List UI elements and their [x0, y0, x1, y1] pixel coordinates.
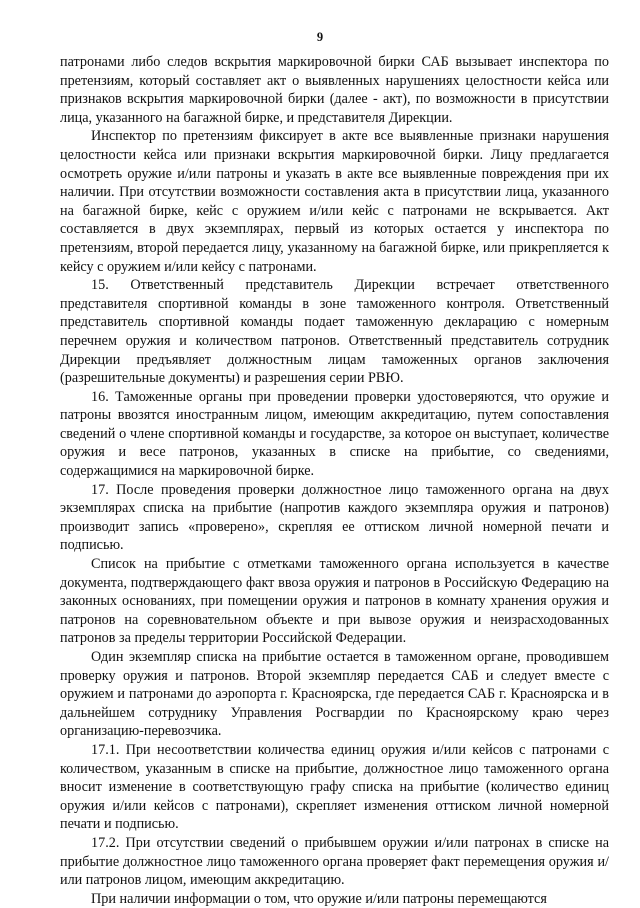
paragraph-clause-17-2: 17.2. При отсутствии сведений о прибывшем оружии и/или патронах в списке на прибытие должностное лицо таможенного органа проверяет факт перемещения оружия и/или патронов лицом, имеющим аккредитацию. [60, 834, 609, 889]
page-number: 9 [316, 30, 324, 44]
paragraph-inspector-claims: Инспектор по претензиям фиксирует в акте все выявленные признаки нарушения целостности кейса или признаки вскрытия маркировочной бирки. Лицу предлагается осмотреть оружие и/или патроны и указать в акте все выявленные повреждения при их наличии. При отсутствии возможности составления акта в присутствии лица, указанного на багажной бирке, кейс с оружием и/или кейс с патронами не вскрывается. Акт составляется в двух экземплярах, первый из которых остается у инспектора по претензиям, второй передается лицу, указанному на багажной бирке, или прикрепляется к кейсу с оружием и/или кейсу с патронами. [60, 128, 609, 275]
paragraph-clause-17-1: 17.1. При несоответствии количества единиц оружия и/или кейсов с патронами с количеством, указанным в списке на прибытие, должностное лицо таможенного органа вносит изменение в соответствующую графу списка на прибытие (количество единиц оружия и/или кейсов с патронами), скрепляет изменения оттиском личной номерной печати и подписью. [60, 741, 609, 833]
paragraph-information-presence: При наличии информации о том, что оружие и/или патроны перемещаются [91, 890, 547, 907]
paragraph-continuation: патронами либо следов вскрытия маркировочной бирки САБ вызывает инспектора по претензиям, который составляет акт о выявленных нарушениях целостности кейса или признаков вскрытия маркировочной бирки (далее - акт), по возможности в присутствии лица, указанного на багажной бирке, и представителя Дирекции. [60, 54, 609, 126]
paragraph-arrival-list-usage: Список на прибытие с отметками таможенного органа используется в качестве документа, подтверждающего факт ввоза оружия и патронов в Российскую Федерацию на законных основаниях, при помещении оружия и патронов в комнату хранения оружия и патронов на соревновательном объекте и при вывозе оружия и неизрасходованных патронов за пределы территории Российской Федерации. [60, 556, 609, 647]
paragraph-clause-16: 16. Таможенные органы при проведении проверки удостоверяются, что оружие и патроны ввозятся иностранным лицом, имеющим аккредитацию, путем сопоставления сведений о члене спортивной команды и государстве, за которое он выступает, количестве оружия и весе патронов, указанных в списке на прибытие, со сведениями, содержащимися на маркировочной бирке. [60, 388, 609, 480]
paragraph-clause-15: 15. Ответственный представитель Дирекции встречает ответственного представителя спортивной команды в зоне таможенного контроля. Ответственный представитель спортивной команды подает таможенную декларацию с номерным перечнем оружия и количеством патронов. Ответственный представитель сотрудник Дирекции предъявляет должностным лицам таможенных органов заключения (разрешительные документы) и разрешения серии РВЮ. [60, 277, 609, 387]
paragraph-copies-transfer: Один экземпляр списка на прибытие остается в таможенном органе, проводившем проверку оружия и патронов. Второй экземпляр передается САБ и следует вместе с оружием и патронами до аэропорта г. Красноярска, где передается САБ г. Красноярска и в дальнейшем сотруднику Управления Росгвардии по Красноярскому краю через организацию-перевозчика. [60, 649, 609, 740]
document-body [60, 53, 609, 908]
paragraph-clause-17: 17. После проведения проверки должностное лицо таможенного органа на двух экземплярах списка на прибытие (напротив каждого экземпляра оружия и патронов) производит запись «проверено», скрепляя ее оттиском личной номерной печати и подписью. [60, 481, 609, 554]
